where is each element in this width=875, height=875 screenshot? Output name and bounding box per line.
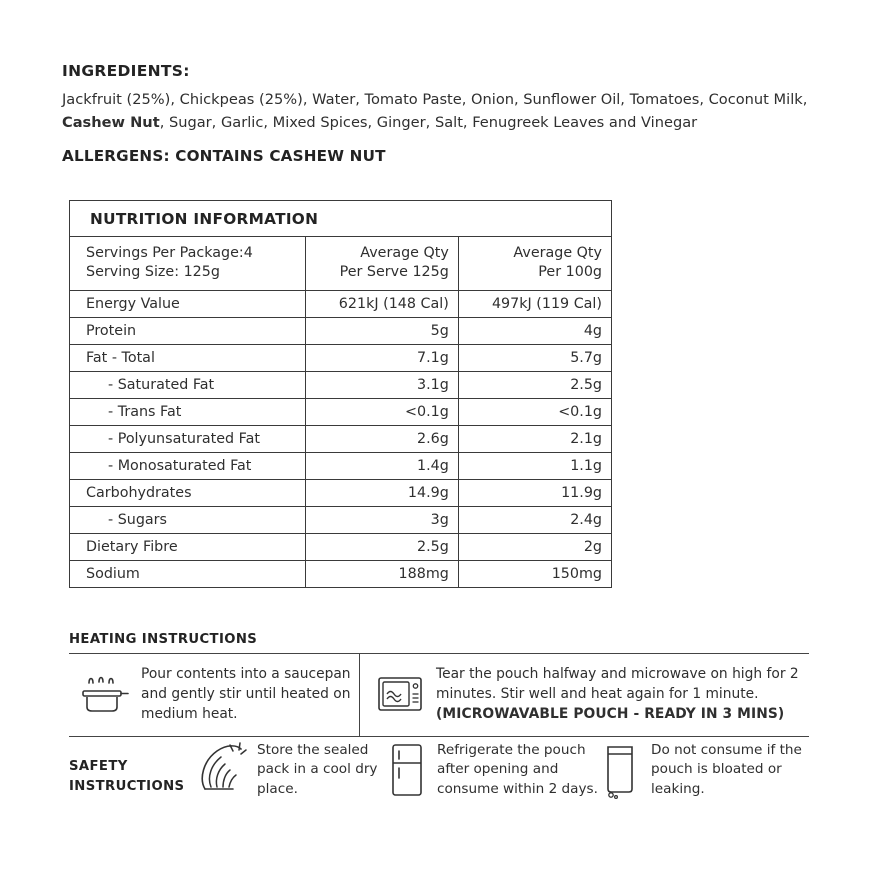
nutrient-per-100g: 5.7g bbox=[458, 345, 611, 372]
per-100g-line1: Average Qty bbox=[513, 245, 602, 261]
nutrient-per-100g: 497kJ (119 Cal) bbox=[458, 291, 611, 318]
microwavable-pouch-note: (MICROWAVABLE POUCH - READY IN 3 MINS) bbox=[436, 706, 785, 722]
table-row bbox=[70, 561, 611, 588]
allergens-statement: ALLERGENS: CONTAINS CASHEW NUT bbox=[62, 147, 386, 166]
nutrient-per-100g: 2.4g bbox=[458, 507, 611, 534]
nutrient-label: - Monosaturated Fat bbox=[70, 453, 306, 480]
safety-instructions-section bbox=[69, 735, 829, 799]
microwave-instruction-text bbox=[436, 664, 809, 724]
nutrient-label: Energy Value bbox=[70, 291, 306, 318]
safety-item-refrigerate bbox=[387, 735, 599, 799]
saucepan-instruction-text: Pour contents into a saucepan and gently stir until heated on medium heat. bbox=[141, 666, 351, 722]
ingredients-heading: INGREDIENTS: bbox=[62, 62, 190, 80]
nutrient-label: Protein bbox=[70, 318, 306, 345]
nutrient-per-serve: 5g bbox=[306, 318, 459, 345]
safety-text-refrigerate: Refrigerate the pouch after opening and consume within 2 days. bbox=[437, 742, 598, 797]
nutrient-label: Dietary Fibre bbox=[70, 534, 306, 561]
nutrition-information-table bbox=[69, 200, 612, 588]
table-row bbox=[70, 291, 611, 318]
nutrient-per-100g: 1.1g bbox=[458, 453, 611, 480]
ingredients-line-1: Jackfruit (25%), Chickpeas (25%), Water, Tomato Paste, Onion, Sunflower Oil, Tomatoes, Coconut Milk, bbox=[62, 91, 808, 108]
safety-item-store-cool-dry bbox=[197, 735, 387, 799]
nutrient-per-serve: 3.1g bbox=[306, 372, 459, 399]
table-row bbox=[70, 507, 611, 534]
nutrient-per-100g: 4g bbox=[458, 318, 611, 345]
per-serve-line1: Average Qty bbox=[360, 245, 449, 261]
nutrient-per-serve: 2.6g bbox=[306, 426, 459, 453]
table-row bbox=[70, 426, 611, 453]
nutrient-per-serve: 188mg bbox=[306, 561, 459, 588]
ingredients-section bbox=[62, 62, 822, 165]
nutrient-label: Carbohydrates bbox=[70, 480, 306, 507]
nutrient-per-serve: 14.9g bbox=[306, 480, 459, 507]
table-row bbox=[70, 372, 611, 399]
servings-per-package: Servings Per Package:4 bbox=[86, 245, 253, 261]
table-row bbox=[70, 480, 611, 507]
nutrient-label: - Sugars bbox=[70, 507, 306, 534]
microwave-instruction-main: Tear the pouch halfway and microwave on high for 2 minutes. Stir well and heat again for 1 minute. bbox=[436, 666, 799, 702]
nutrition-table-header-row bbox=[70, 201, 611, 237]
nutrient-per-serve: 1.4g bbox=[306, 453, 459, 480]
leaking-pouch-icon bbox=[599, 741, 641, 799]
nutrition-table-title: NUTRITION INFORMATION bbox=[70, 201, 611, 237]
safety-title-line1: SAFETY bbox=[69, 759, 128, 774]
nutrient-per-serve: 3g bbox=[306, 507, 459, 534]
table-row bbox=[70, 534, 611, 561]
nutrient-per-100g: 11.9g bbox=[458, 480, 611, 507]
microwave-method bbox=[359, 654, 809, 736]
per-100g-line2: Per 100g bbox=[538, 264, 602, 280]
nutrient-per-serve: 621kJ (148 Cal) bbox=[306, 291, 459, 318]
fridge-icon bbox=[387, 741, 427, 799]
nutrient-per-serve: <0.1g bbox=[306, 399, 459, 426]
nutrient-per-serve: 2.5g bbox=[306, 534, 459, 561]
nutrient-per-100g: <0.1g bbox=[458, 399, 611, 426]
nutrient-label: Fat - Total bbox=[70, 345, 306, 372]
nutrient-label: - Polyunsaturated Fat bbox=[70, 426, 306, 453]
nutrient-per-100g: 2.1g bbox=[458, 426, 611, 453]
nutrient-label: - Saturated Fat bbox=[70, 372, 306, 399]
ingredients-allergen-highlight: Cashew Nut bbox=[62, 113, 160, 131]
saucepan-method bbox=[69, 654, 359, 736]
heating-instructions-heading: HEATING INSTRUCTIONS bbox=[69, 632, 258, 647]
safety-title-line2: INSTRUCTIONS bbox=[69, 779, 185, 795]
table-row bbox=[70, 345, 611, 372]
nutrient-per-100g: 2.5g bbox=[458, 372, 611, 399]
safety-item-do-not-consume bbox=[599, 735, 814, 799]
ingredients-text bbox=[62, 89, 822, 134]
microwave-icon bbox=[376, 673, 424, 715]
ingredients-line-2: , Sugar, Garlic, Mixed Spices, Ginger, Salt, Fenugreek Leaves and Vinegar bbox=[159, 113, 698, 131]
safety-instructions-heading bbox=[69, 735, 197, 798]
nutrient-label: Sodium bbox=[70, 561, 306, 588]
column-header-per-serve bbox=[306, 237, 459, 291]
heating-instructions-section bbox=[69, 632, 809, 737]
sun-cool-dry-icon bbox=[197, 741, 247, 799]
table-row bbox=[70, 399, 611, 426]
per-serve-line2: Per Serve 125g bbox=[339, 264, 449, 280]
nutrient-per-100g: 150mg bbox=[458, 561, 611, 588]
servings-cell bbox=[70, 237, 306, 291]
serving-size: Serving Size: 125g bbox=[86, 264, 220, 280]
heating-methods-row bbox=[69, 654, 809, 737]
nutrient-per-100g: 2g bbox=[458, 534, 611, 561]
saucepan-icon bbox=[77, 673, 129, 715]
nutrition-column-header-row bbox=[70, 237, 611, 291]
nutrient-per-serve: 7.1g bbox=[306, 345, 459, 372]
table-row bbox=[70, 318, 611, 345]
nutrient-label: - Trans Fat bbox=[70, 399, 306, 426]
safety-text-bloated: Do not consume if the pouch is bloated or leaking. bbox=[651, 742, 802, 797]
safety-text-store: Store the sealed pack in a cool dry place. bbox=[257, 742, 378, 797]
table-row bbox=[70, 453, 611, 480]
column-header-per-100g bbox=[458, 237, 611, 291]
